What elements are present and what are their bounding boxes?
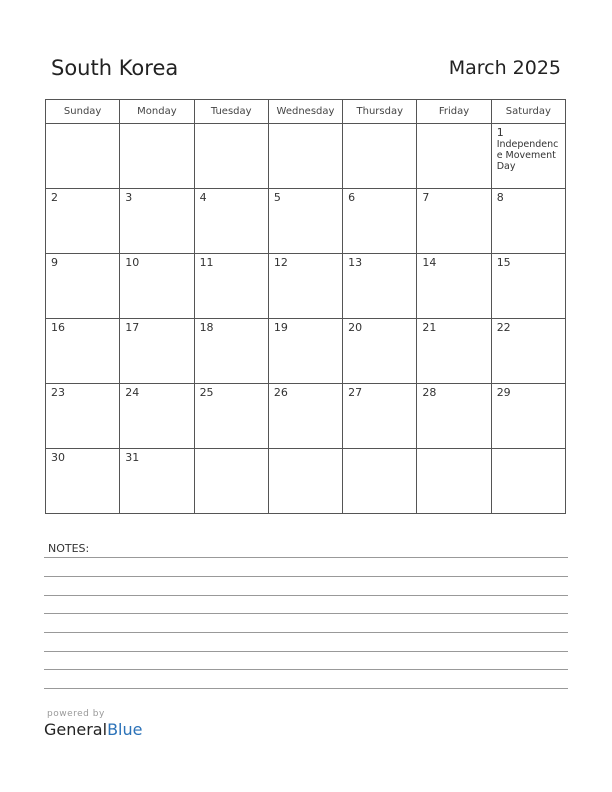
calendar-day-cell bbox=[491, 449, 565, 514]
calendar-day-cell bbox=[491, 254, 565, 319]
brand-logo bbox=[44, 720, 142, 739]
day-number: 4 bbox=[199, 191, 207, 204]
calendar-day-cell bbox=[343, 124, 417, 189]
calendar-week-row bbox=[46, 189, 566, 254]
day-number: 15 bbox=[496, 256, 511, 269]
calendar-day-cell bbox=[194, 124, 268, 189]
note-line bbox=[44, 688, 568, 689]
day-number: 9 bbox=[51, 256, 58, 269]
weekday-friday: Friday bbox=[417, 100, 491, 124]
day-number: 19 bbox=[273, 321, 288, 334]
weekday-wednesday: Wednesday bbox=[268, 100, 342, 124]
calendar-day-cell bbox=[194, 384, 268, 449]
weekday-thursday: Thursday bbox=[343, 100, 417, 124]
day-number bbox=[269, 124, 342, 126]
note-line bbox=[44, 613, 568, 614]
day-number: 20 bbox=[348, 321, 363, 334]
calendar-grid bbox=[45, 99, 566, 514]
day-number: 6 bbox=[348, 191, 356, 204]
calendar-day-cell bbox=[46, 254, 120, 319]
calendar-week-row bbox=[46, 384, 566, 449]
calendar-day-cell bbox=[417, 319, 491, 384]
day-number bbox=[417, 124, 490, 126]
note-line bbox=[44, 557, 568, 558]
calendar-day-cell bbox=[120, 189, 194, 254]
calendar-day-cell bbox=[268, 384, 342, 449]
day-number: 7 bbox=[422, 191, 430, 204]
calendar-day-cell bbox=[491, 384, 565, 449]
day-number: 31 bbox=[125, 451, 140, 464]
day-number bbox=[417, 449, 490, 451]
calendar-country-title: South Korea bbox=[51, 56, 179, 80]
calendar-day-cell bbox=[343, 449, 417, 514]
calendar-day-cell bbox=[417, 449, 491, 514]
day-number: 2 bbox=[51, 191, 58, 204]
day-number bbox=[46, 124, 119, 126]
calendar-day-cell bbox=[194, 254, 268, 319]
day-number bbox=[343, 449, 416, 451]
calendar-day-cell bbox=[120, 124, 194, 189]
calendar-day-cell bbox=[268, 124, 342, 189]
calendar-day-cell bbox=[417, 124, 491, 189]
day-number: 24 bbox=[125, 386, 140, 399]
day-number: 25 bbox=[199, 386, 214, 399]
day-number: 17 bbox=[125, 321, 140, 334]
calendar-day-cell bbox=[120, 449, 194, 514]
day-number: 26 bbox=[273, 386, 288, 399]
note-line bbox=[44, 632, 568, 633]
calendar-day-cell bbox=[417, 384, 491, 449]
calendar-day-cell bbox=[417, 189, 491, 254]
note-line bbox=[44, 576, 568, 577]
day-number: 30 bbox=[51, 451, 65, 464]
calendar-day-cell bbox=[343, 254, 417, 319]
calendar-day-cell bbox=[46, 319, 120, 384]
note-line bbox=[44, 669, 568, 670]
weekday-tuesday: Tuesday bbox=[194, 100, 268, 124]
calendar-day-cell bbox=[491, 319, 565, 384]
day-number bbox=[343, 124, 416, 126]
calendar-day-cell bbox=[120, 319, 194, 384]
day-number: 11 bbox=[199, 256, 214, 269]
calendar-day-cell bbox=[268, 319, 342, 384]
calendar-week-row bbox=[46, 319, 566, 384]
day-number: 29 bbox=[496, 386, 511, 399]
day-number: 12 bbox=[273, 256, 288, 269]
brand-blue: Blue bbox=[107, 720, 143, 739]
calendar-day-cell bbox=[120, 384, 194, 449]
calendar-day-cell bbox=[343, 384, 417, 449]
calendar-day-cell bbox=[120, 254, 194, 319]
calendar-day-cell bbox=[194, 449, 268, 514]
notes-label: NOTES: bbox=[48, 542, 90, 555]
day-number: 5 bbox=[273, 191, 281, 204]
calendar-week-row bbox=[46, 124, 566, 189]
weekday-monday: Monday bbox=[120, 100, 194, 124]
calendar-day-cell bbox=[343, 189, 417, 254]
powered-by-text: powered by bbox=[47, 709, 105, 719]
calendar-day-cell bbox=[491, 189, 565, 254]
day-number bbox=[269, 449, 342, 451]
day-number: 8 bbox=[496, 191, 504, 204]
day-number bbox=[120, 124, 193, 126]
calendar-weeks bbox=[46, 124, 566, 514]
holiday-label: Independence Movement Day bbox=[496, 139, 559, 172]
calendar-day-cell bbox=[491, 124, 565, 189]
day-number: 22 bbox=[496, 321, 511, 334]
calendar-day-cell bbox=[268, 189, 342, 254]
day-number: 3 bbox=[125, 191, 133, 204]
day-number: 21 bbox=[422, 321, 437, 334]
calendar-week-row bbox=[46, 449, 566, 514]
calendar-day-cell bbox=[268, 449, 342, 514]
weekday-saturday: Saturday bbox=[491, 100, 565, 124]
day-number: 23 bbox=[51, 386, 65, 399]
calendar-day-cell bbox=[417, 254, 491, 319]
calendar-day-cell bbox=[46, 189, 120, 254]
day-number: 13 bbox=[348, 256, 363, 269]
calendar-day-cell bbox=[194, 189, 268, 254]
weekday-sunday: Sunday bbox=[46, 100, 120, 124]
day-number: 1 bbox=[496, 126, 504, 139]
day-number bbox=[195, 449, 268, 451]
calendar-day-cell bbox=[194, 319, 268, 384]
calendar-day-cell bbox=[268, 254, 342, 319]
calendar-day-cell bbox=[46, 384, 120, 449]
day-number: 14 bbox=[422, 256, 437, 269]
calendar-day-cell bbox=[46, 124, 120, 189]
day-number: 27 bbox=[348, 386, 363, 399]
day-number: 28 bbox=[422, 386, 437, 399]
day-number bbox=[492, 449, 565, 451]
calendar-month-title: March 2025 bbox=[448, 57, 561, 79]
note-line bbox=[44, 651, 568, 652]
day-number: 16 bbox=[51, 321, 65, 334]
day-number: 10 bbox=[125, 256, 140, 269]
note-line bbox=[44, 595, 568, 596]
day-number bbox=[195, 124, 268, 126]
calendar-day-cell bbox=[343, 319, 417, 384]
weekday-header-row bbox=[46, 100, 566, 124]
calendar-day-cell bbox=[46, 449, 120, 514]
day-number: 18 bbox=[199, 321, 214, 334]
calendar-week-row bbox=[46, 254, 566, 319]
brand-general: General bbox=[44, 720, 108, 739]
